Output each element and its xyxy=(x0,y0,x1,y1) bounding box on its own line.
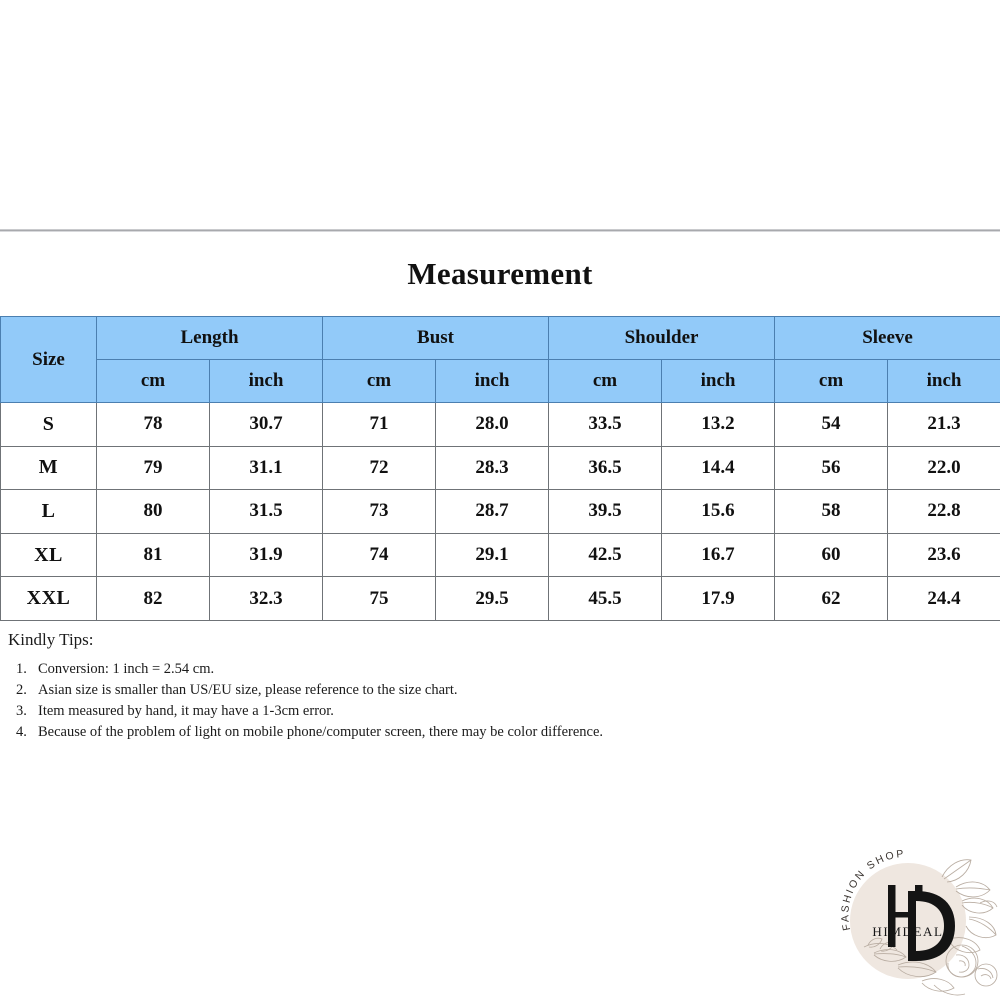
list-item xyxy=(8,722,648,742)
cell-length-cm: 82 xyxy=(97,577,210,621)
cell-length-inch: 32.3 xyxy=(210,577,323,621)
kindly-tips-section xyxy=(8,630,648,743)
table-header-row-groups xyxy=(1,317,1000,360)
cell-sleeve-inch: 22.8 xyxy=(888,490,1000,534)
unit-header-shoulder-cm: cm xyxy=(549,360,662,403)
size-label: XL xyxy=(1,533,97,577)
table-row xyxy=(1,490,1000,534)
cell-shoulder-cm: 45.5 xyxy=(549,577,662,621)
size-label: XXL xyxy=(1,577,97,621)
list-item xyxy=(8,680,648,700)
cell-length-inch: 31.9 xyxy=(210,533,323,577)
cell-bust-inch: 29.5 xyxy=(436,577,549,621)
cell-sleeve-cm: 54 xyxy=(775,403,888,447)
logo-arc-text: FASHION SHOP xyxy=(839,847,907,932)
cell-bust-cm: 72 xyxy=(323,446,436,490)
cell-bust-cm: 74 xyxy=(323,533,436,577)
list-item-number: 4. xyxy=(16,724,27,740)
table-row xyxy=(1,577,1000,621)
size-label: M xyxy=(1,446,97,490)
cell-sleeve-cm: 62 xyxy=(775,577,888,621)
list-item-text: Conversion: 1 inch = 2.54 cm. xyxy=(38,661,215,677)
cell-sleeve-inch: 24.4 xyxy=(888,577,1000,621)
cell-sleeve-inch: 22.0 xyxy=(888,446,1000,490)
cell-shoulder-inch: 15.6 xyxy=(662,490,775,534)
kindly-tips-list xyxy=(8,659,648,742)
unit-header-length-cm: cm xyxy=(97,360,210,403)
table-header-row-units xyxy=(1,360,1000,403)
cell-shoulder-cm: 33.5 xyxy=(549,403,662,447)
table-row xyxy=(1,533,1000,577)
column-group-sleeve: Sleeve xyxy=(775,317,1000,360)
logo-brand-text: HIMDEAL xyxy=(872,924,944,939)
cell-length-cm: 80 xyxy=(97,490,210,534)
cell-length-cm: 81 xyxy=(97,533,210,577)
table-body xyxy=(1,403,1000,621)
table-header xyxy=(1,317,1000,403)
cell-length-cm: 78 xyxy=(97,403,210,447)
cell-sleeve-cm: 60 xyxy=(775,533,888,577)
size-label: S xyxy=(1,403,97,447)
list-item-number: 1. xyxy=(16,661,27,677)
cell-bust-inch: 28.3 xyxy=(436,446,549,490)
cell-shoulder-cm: 42.5 xyxy=(549,533,662,577)
cell-length-cm: 79 xyxy=(97,446,210,490)
size-label: L xyxy=(1,490,97,534)
list-item-text: Asian size is smaller than US/EU size, please reference to the size chart. xyxy=(38,682,458,698)
cell-length-inch: 31.5 xyxy=(210,490,323,534)
cell-bust-inch: 29.1 xyxy=(436,533,549,577)
list-item-number: 2. xyxy=(16,682,27,698)
cell-shoulder-inch: 14.4 xyxy=(662,446,775,490)
list-item-text: Item measured by hand, it may have a 1-3cm error. xyxy=(38,703,334,719)
cell-bust-cm: 75 xyxy=(323,577,436,621)
cell-length-inch: 30.7 xyxy=(210,403,323,447)
list-item xyxy=(8,659,648,679)
list-item-text: Because of the problem of light on mobile phone/computer screen, there may be color difference. xyxy=(38,724,604,740)
unit-header-bust-cm: cm xyxy=(323,360,436,403)
measurement-table-container xyxy=(0,316,1000,621)
table-row xyxy=(1,446,1000,490)
cell-shoulder-inch: 17.9 xyxy=(662,577,775,621)
unit-header-bust-inch: inch xyxy=(436,360,549,403)
page-title: Measurement xyxy=(407,256,593,291)
unit-header-length-inch: inch xyxy=(210,360,323,403)
cell-bust-inch: 28.7 xyxy=(436,490,549,534)
unit-header-sleeve-cm: cm xyxy=(775,360,888,403)
list-item-number: 3. xyxy=(16,703,27,719)
cell-sleeve-inch: 23.6 xyxy=(888,533,1000,577)
table-row xyxy=(1,403,1000,447)
cell-bust-inch: 28.0 xyxy=(436,403,549,447)
cell-shoulder-inch: 13.2 xyxy=(662,403,775,447)
cell-sleeve-cm: 58 xyxy=(775,490,888,534)
cell-length-inch: 31.1 xyxy=(210,446,323,490)
column-header-size: Size xyxy=(1,317,97,403)
cell-bust-cm: 71 xyxy=(323,403,436,447)
column-group-bust: Bust xyxy=(323,317,549,360)
list-item xyxy=(8,701,648,721)
cell-sleeve-cm: 56 xyxy=(775,446,888,490)
top-divider-rule xyxy=(0,229,1000,232)
unit-header-sleeve-inch: inch xyxy=(888,360,1000,403)
kindly-tips-heading: Kindly Tips: xyxy=(8,630,94,649)
cell-bust-cm: 73 xyxy=(323,490,436,534)
cell-shoulder-inch: 16.7 xyxy=(662,533,775,577)
cell-shoulder-cm: 36.5 xyxy=(549,446,662,490)
column-group-length: Length xyxy=(97,317,323,360)
unit-header-shoulder-inch: inch xyxy=(662,360,775,403)
brand-logo-watermark xyxy=(838,843,998,1000)
measurement-table xyxy=(0,316,1000,621)
column-group-shoulder: Shoulder xyxy=(549,317,775,360)
cell-sleeve-inch: 21.3 xyxy=(888,403,1000,447)
cell-shoulder-cm: 39.5 xyxy=(549,490,662,534)
